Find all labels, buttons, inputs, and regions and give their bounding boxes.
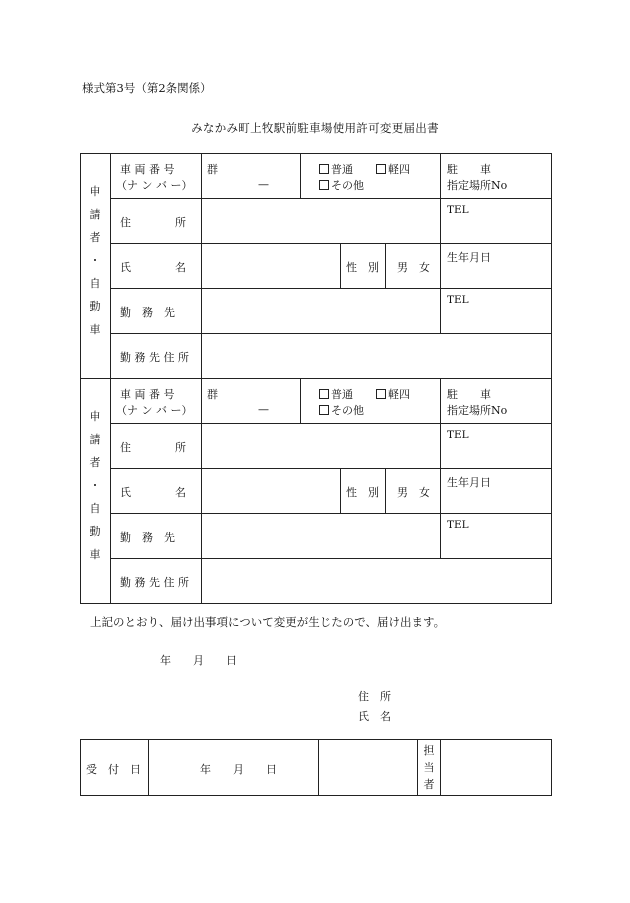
- checkbox-regular[interactable]: 普通: [319, 386, 353, 402]
- checkbox-icon[interactable]: [319, 164, 329, 174]
- checkbox-light[interactable]: 軽四: [376, 161, 410, 177]
- workplace-address-field[interactable]: [202, 334, 551, 377]
- checkbox-icon[interactable]: [319, 180, 329, 190]
- checkbox-other[interactable]: その他: [319, 177, 364, 193]
- checkbox-regular[interactable]: 普通: [319, 161, 353, 177]
- prefecture-gun-text: 群: [207, 388, 218, 401]
- workplace-tel-label: TEL: [447, 519, 469, 531]
- gender-label: 性 別: [346, 486, 379, 499]
- parking-spot-label: 指定場所No: [447, 179, 508, 192]
- parking-spot-label: 指定場所No: [447, 404, 508, 417]
- checkbox-icon[interactable]: [319, 405, 329, 415]
- parking-label: 駐 車: [447, 388, 491, 401]
- vehicle-number-label: 車 両 番 号: [120, 163, 175, 176]
- name-field[interactable]: [202, 469, 339, 512]
- workplace-address-label: 勤 務 先 住 所: [120, 576, 189, 589]
- receipt-date-field[interactable]: 年 月 日: [200, 763, 277, 776]
- workplace-field[interactable]: [202, 514, 439, 557]
- workplace-address-label: 勤 務 先 住 所: [120, 351, 189, 364]
- gender-options[interactable]: 男 女: [397, 261, 430, 274]
- vehicle-number-sub-label: （ナ ン バ ー）: [116, 404, 193, 417]
- checkbox-icon[interactable]: [319, 389, 329, 399]
- gender-options[interactable]: 男 女: [397, 486, 430, 499]
- applicant-side-label-1: 申 請 者 ・ 自 動 車: [89, 185, 101, 336]
- checkbox-other[interactable]: その他: [319, 402, 364, 418]
- submitter-name-label: 氏 名: [358, 710, 391, 723]
- submission-date[interactable]: 年 月 日: [160, 654, 237, 667]
- birthdate-label: 生年月日: [447, 251, 491, 264]
- workplace-label: 勤 務 先: [120, 306, 175, 319]
- birthdate-label: 生年月日: [447, 476, 491, 489]
- address-tel-label: TEL: [447, 429, 469, 441]
- workplace-tel-label: TEL: [447, 294, 469, 306]
- name-field[interactable]: [202, 244, 339, 287]
- submitter-address-label: 住 所: [358, 690, 391, 703]
- number-dash: —: [258, 403, 269, 416]
- declaration-text: 上記のとおり、届け出事項について変更が生じたので、届け出ます。: [90, 615, 446, 629]
- applicant-side-label-2: 申 請 者 ・ 自 動 車: [89, 410, 101, 561]
- vehicle-number-sub-label: （ナ ン バ ー）: [116, 179, 193, 192]
- prefecture-gun-text: 群: [207, 163, 218, 176]
- address-field[interactable]: [202, 199, 439, 242]
- name-label: 氏 名: [120, 261, 186, 274]
- checkbox-icon[interactable]: [376, 164, 386, 174]
- vehicle-number-label: 車 両 番 号: [120, 388, 175, 401]
- name-label: 氏 名: [120, 486, 186, 499]
- address-tel-label: TEL: [447, 204, 469, 216]
- receipt-date-label: 受 付 日: [86, 763, 141, 776]
- parking-label: 駐 車: [447, 163, 491, 176]
- receipt-stamp-area[interactable]: [319, 740, 416, 795]
- document-title: みなかみ町上牧駅前駐車場使用許可変更届出書: [191, 121, 439, 135]
- form-number-label: 様式第3号（第2条関係）: [82, 81, 212, 95]
- address-label: 住 所: [120, 441, 186, 454]
- address-label: 住 所: [120, 216, 186, 229]
- staff-stamp-area[interactable]: [441, 740, 551, 795]
- checkbox-icon[interactable]: [376, 389, 386, 399]
- address-field[interactable]: [202, 424, 439, 467]
- number-dash: —: [258, 178, 269, 191]
- checkbox-light[interactable]: 軽四: [376, 386, 410, 402]
- staff-label: 担 当 者: [423, 744, 435, 791]
- workplace-field[interactable]: [202, 289, 439, 332]
- workplace-address-field[interactable]: [202, 559, 551, 602]
- gender-label: 性 別: [346, 261, 379, 274]
- workplace-label: 勤 務 先: [120, 531, 175, 544]
